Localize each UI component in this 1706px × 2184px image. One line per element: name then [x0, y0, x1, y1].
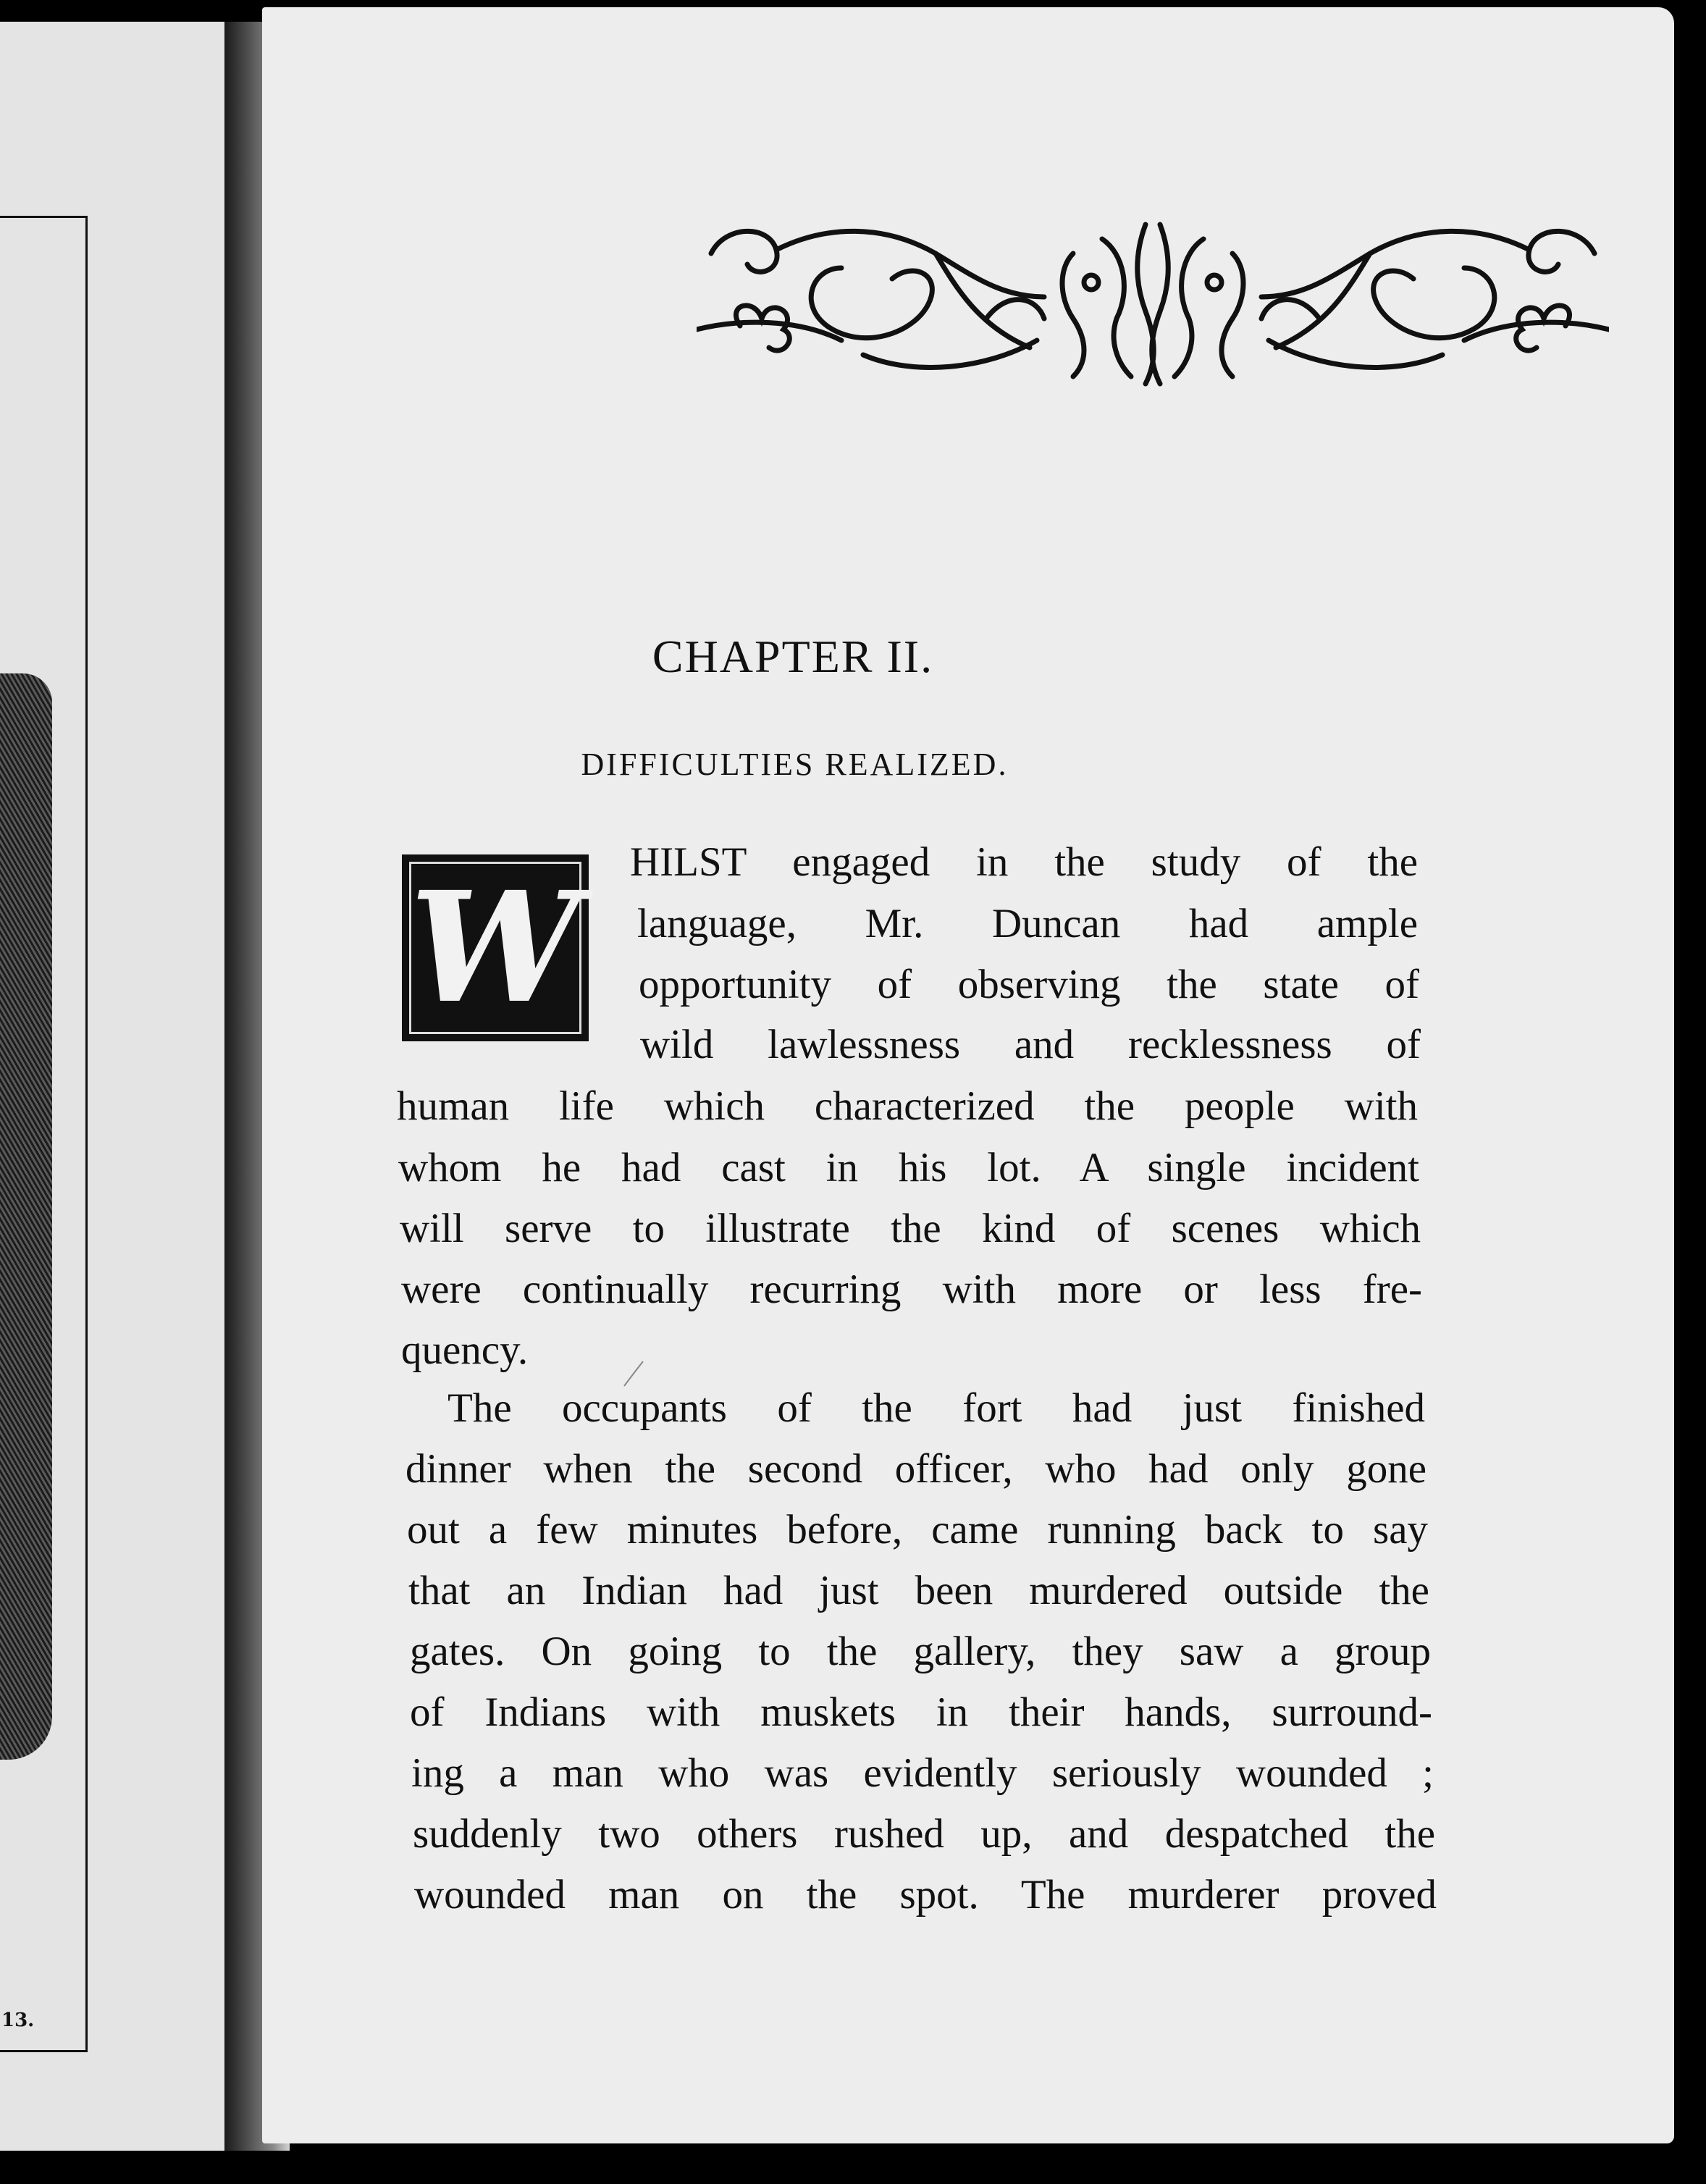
text-line: whom he had cast in his lot. A single incident — [398, 1145, 1419, 1190]
text-line: gates. On going to the gallery, they saw a group — [410, 1629, 1431, 1674]
text-line: ing a man who was evidently seriously wounded ; — [411, 1750, 1434, 1796]
text-line: wounded man on the spot. The murderer proved — [414, 1872, 1437, 1918]
scroll-ornament-icon — [697, 210, 1609, 391]
text-line: out a few minutes before, came running back to say — [407, 1507, 1428, 1553]
text-line: of Indians with muskets in their hands, surround- — [410, 1689, 1432, 1735]
chapter-title: CHAPTER II. — [652, 631, 934, 682]
engraving-illustration — [0, 673, 52, 1760]
text-line: HILST engaged in the study of the — [630, 839, 1418, 885]
drop-cap-letter: W — [410, 858, 581, 1037]
facing-plate-page — [0, 22, 224, 2151]
chapter-subtitle: DIFFICULTIES REALIZED. — [581, 747, 1009, 782]
text-line: that an Indian had just been murdered outside the — [408, 1568, 1429, 1613]
text-line: The occupants of the fort had just finished — [447, 1385, 1425, 1431]
text-line: suddenly two others rushed up, and despatched the — [413, 1811, 1435, 1857]
text-line: opportunity of observing the state of — [639, 962, 1419, 1007]
text-line: dinner when the second officer, who had only gone — [406, 1446, 1426, 1492]
text-line: human life which characterized the people with — [397, 1083, 1418, 1129]
text-line: quency. — [401, 1327, 529, 1373]
plate-number: 13. — [1, 2009, 35, 2031]
drop-cap — [402, 854, 589, 1041]
text-line: wild lawlessness and recklessness of — [640, 1022, 1421, 1067]
text-line: language, Mr. Duncan had ample — [637, 901, 1418, 946]
text-line: will serve to illustrate the kind of scenes which — [400, 1206, 1421, 1251]
text-line: were continually recurring with more or less fre- — [401, 1267, 1422, 1312]
